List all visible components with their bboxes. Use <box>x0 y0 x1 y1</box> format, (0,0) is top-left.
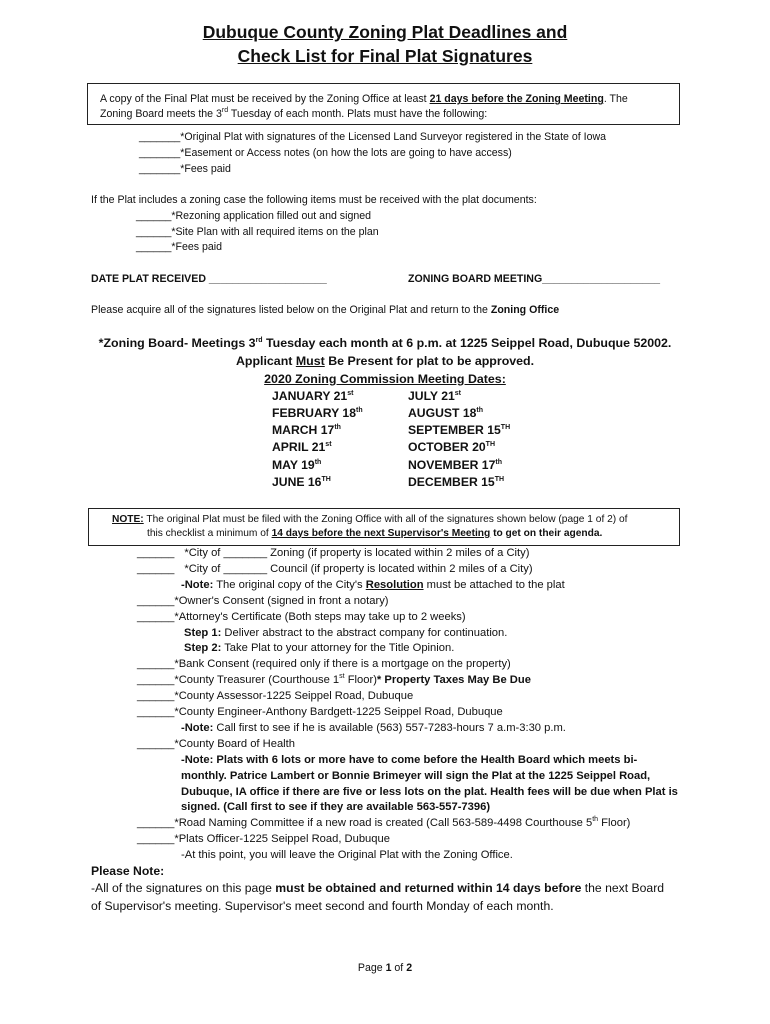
note-text: -All of the signatures on this page <box>91 881 276 895</box>
zoning-office-label: Zoning Office <box>490 304 560 316</box>
item-text: *Fees paid <box>180 163 231 175</box>
intro-text: Tuesday of each month. Plats must have the following: <box>228 108 488 120</box>
health-note-line-2: monthly. Patrice Lambert or Bonnie Brimeyer will sign the Plat at the 1225 Seippel Road, <box>181 770 651 782</box>
checkbox-blank: _______ <box>139 163 181 175</box>
item-text: *Plats Officer-1225 Seippel Road, Dubuque <box>174 833 390 845</box>
item-text: Floor) <box>598 817 631 829</box>
ordinal-suffix: TH <box>321 476 331 483</box>
checkbox-blank: ______ <box>137 738 175 750</box>
note-text: to get on their agenda. <box>490 528 603 539</box>
required-item-easement <box>139 147 512 159</box>
meeting-date-january <box>272 389 353 403</box>
meeting-date-december <box>408 475 504 489</box>
ordinal-suffix: th <box>476 407 484 414</box>
note-text: this checklist a minimum of <box>147 528 272 539</box>
meeting-text: Applicant <box>235 354 296 368</box>
meeting-text: Be Present for plat to be approved. <box>324 354 535 368</box>
checklist-city-council <box>137 563 533 575</box>
zoning-item-fees <box>136 241 222 253</box>
note-text: The original copy of the City's <box>213 579 366 591</box>
intro-line-2 <box>100 108 487 120</box>
item-text: *Bank Consent (required only if there is a mortgage on the property) <box>174 658 511 670</box>
meeting-date-april <box>272 440 332 454</box>
step-label: Step 1: <box>184 627 222 639</box>
intro-text-end: . The <box>603 93 628 105</box>
instruction-text: Please acquire all of the signatures listed below on the Original Plat and return to the <box>91 304 491 316</box>
meeting-dates-heading: 2020 Zoning Commission Meeting Dates: <box>264 372 506 386</box>
ordinal-suffix: rd <box>255 337 263 344</box>
item-text: *County Board of Health <box>174 738 295 750</box>
checkbox-blank: ______ <box>136 210 172 222</box>
checklist-road-naming <box>137 817 630 829</box>
date-text: APRIL 21 <box>272 440 326 454</box>
step-text: Take Plat to your attorney for the Title Opinion. <box>221 642 455 654</box>
document-title-line-2: Check List for Final Plat Signatures <box>237 46 533 66</box>
checkbox-blank: _______ <box>139 147 181 159</box>
acquire-signatures-instruction <box>91 304 559 316</box>
meeting-text: *Zoning Board- Meetings 3 <box>98 336 256 350</box>
item-text: *Owner's Consent (signed in front a notary) <box>174 595 389 607</box>
ordinal-suffix: TH <box>494 476 505 483</box>
date-text: MAY 19 <box>272 458 315 472</box>
item-text: Floor) <box>344 674 377 686</box>
checklist-county-assessor <box>137 690 413 702</box>
total-pages: 2 <box>406 962 413 974</box>
page-label: Page <box>357 962 386 974</box>
deadline-21-days: 21 days before the Zoning Meeting <box>429 93 604 105</box>
checklist-attorney-certificate <box>137 611 466 623</box>
item-text: *Fees paid <box>171 241 223 253</box>
item-text: *County Assessor-1225 Seippel Road, Dubuque <box>174 690 414 702</box>
item-text: *Original Plat with signatures of the Licensed Land Surveyor registered in the State of Iowa <box>180 131 607 143</box>
checkbox-blank: ______ <box>137 674 175 686</box>
note-text: the next Board <box>581 881 665 895</box>
ordinal-suffix: th <box>334 424 341 431</box>
checklist-county-treasurer <box>137 674 531 686</box>
required-item-original-plat <box>139 131 606 143</box>
checklist-step-2 <box>184 642 454 654</box>
ordinal-suffix: th <box>592 816 599 823</box>
document-title-line-1: Dubuque County Zoning Plat Deadlines and <box>202 22 568 42</box>
page-label: of <box>391 962 407 974</box>
checkbox-blank: ______ <box>137 817 175 829</box>
meeting-date-september <box>408 423 510 437</box>
checklist-engineer-note <box>181 722 566 734</box>
city-name-blank: _______ <box>223 563 268 575</box>
intro-text: A copy of the Final Plat must be received by the Zoning Office at least <box>100 93 430 105</box>
note-label: NOTE: <box>112 514 144 525</box>
item-text: *Easement or Access notes (on how the lots are going to have access) <box>180 147 512 159</box>
ordinal-suffix: st <box>454 390 461 397</box>
date-text: JUNE 16 <box>272 475 322 489</box>
date-text: JANUARY 21 <box>272 389 348 403</box>
must-emphasis: Must <box>295 354 325 368</box>
current-page: 1 <box>385 962 392 974</box>
date-text: SEPTEMBER 15 <box>408 423 501 437</box>
step-text: Deliver abstract to the abstract company for continuation. <box>221 627 508 639</box>
meeting-date-may <box>272 458 321 472</box>
ordinal-suffix: th <box>495 459 502 466</box>
intro-line-1 <box>100 93 628 105</box>
please-note-line-2: of Supervisor's meeting. Supervisor's meet second and fourth Monday of each month. <box>91 899 554 913</box>
note-text: The original Plat must be filed with the Zoning Office with all of the signatures shown below (page 1 of 2) of <box>143 514 628 525</box>
item-text: *City of <box>184 547 224 559</box>
date-text: AUGUST 18 <box>408 406 477 420</box>
ordinal-suffix: th <box>355 407 363 414</box>
item-text: *Site Plan with all required items on the plan <box>171 226 379 238</box>
ordinal-suffix: st <box>347 390 354 397</box>
item-text: Zoning (if property is located within 2 miles of a City) <box>267 547 530 559</box>
date-text: MARCH 17 <box>272 423 335 437</box>
checkbox-blank: ______ <box>137 690 175 702</box>
date-text: OCTOBER 20 <box>408 440 486 454</box>
checkbox-blank: ______ <box>137 547 175 559</box>
supervisor-meeting-deadline: 14 days before the next Supervisor's Meeting <box>271 528 491 539</box>
ordinal-suffix: rd <box>221 107 229 114</box>
zoning-item-rezoning <box>136 210 371 222</box>
meeting-date-october <box>408 440 495 454</box>
note-line-2 <box>147 528 602 539</box>
checklist-owners-consent <box>137 595 389 607</box>
page-number <box>0 962 770 974</box>
checklist-step-1 <box>184 627 507 639</box>
health-note-line-1: -Note: Plats with 6 lots or more have to come before the Health Board which meets bi- <box>181 754 638 766</box>
item-text: *County Treasurer (Courthouse 1 <box>174 674 340 686</box>
note-label: -Note: <box>181 722 214 734</box>
meeting-date-march <box>272 423 341 437</box>
required-item-fees <box>139 163 231 175</box>
meeting-date-august <box>408 406 483 420</box>
applicant-must-be-present <box>0 354 770 368</box>
checklist-final-note: -At this point, you will leave the Original Plat with the Zoning Office. <box>181 849 513 861</box>
checkbox-blank: ______ <box>137 658 175 670</box>
ordinal-suffix: th <box>314 459 322 466</box>
ordinal-suffix: TH <box>500 424 511 431</box>
note-text: must be attached to the plat <box>423 579 565 591</box>
checklist-city-zoning <box>137 547 529 559</box>
ordinal-suffix: TH <box>485 441 496 448</box>
health-note-line-4: signed. (Call first to see if they are available 563-557-7396) <box>181 801 491 813</box>
checklist-resolution-note <box>181 579 565 591</box>
checklist-county-engineer <box>137 706 503 718</box>
checklist-board-of-health <box>137 738 295 750</box>
checkbox-blank: ______ <box>137 595 175 607</box>
date-text: FEBRUARY 18 <box>272 406 356 420</box>
checkbox-blank: ______ <box>137 833 175 845</box>
checkbox-blank: ______ <box>136 241 172 253</box>
health-note-line-3: Dubuque, IA office if there are five or less lots on the plat. Health fees will be due when Plat is <box>181 786 678 798</box>
item-text: *Road Naming Committee if a new road is created (Call 563-589-4498 Courthouse 5 <box>174 817 593 829</box>
zoning-case-intro: If the Plat includes a zoning case the following items must be received with the plat documents: <box>91 194 537 206</box>
date-text: DECEMBER 15 <box>408 475 495 489</box>
note-label: -Note: <box>181 579 214 591</box>
zoning-board-meeting-info <box>0 336 770 350</box>
deadline-emphasis: must be obtained and returned within 14 days before <box>275 881 582 895</box>
meeting-text: Tuesday each month at 6 p.m. at 1225 Seippel Road, Dubuque 52002. <box>262 336 672 350</box>
step-label: Step 2: <box>184 642 222 654</box>
meeting-date-november <box>408 458 502 472</box>
item-text: *County Engineer-Anthony Bardgett-1225 Seippel Road, Dubuque <box>174 706 503 718</box>
checkbox-blank: ______ <box>137 706 175 718</box>
checkbox-blank: ______ <box>136 226 172 238</box>
date-text: JULY 21 <box>408 389 455 403</box>
city-name-blank: _______ <box>223 547 268 559</box>
meeting-date-july <box>408 389 461 403</box>
checklist-bank-consent <box>137 658 511 670</box>
note-text: Call first to see if he is available (563) 557-7283-hours 7 a.m-3:30 p.m. <box>213 722 566 734</box>
ordinal-suffix: st <box>339 673 345 680</box>
checklist-plats-officer <box>137 833 390 845</box>
date-plat-received-field[interactable]: DATE PLAT RECEIVED ____________________ <box>91 273 327 285</box>
item-text: *Rezoning application filled out and signed <box>171 210 372 222</box>
item-text: *Attorney's Certificate (Both steps may take up to 2 weeks) <box>174 611 466 623</box>
item-text: *City of <box>184 563 224 575</box>
zoning-board-meeting-field[interactable]: ZONING BOARD MEETING____________________ <box>408 273 661 285</box>
checkbox-blank: ______ <box>137 611 175 623</box>
resolution-emphasis: Resolution <box>365 579 424 591</box>
checkbox-blank: ______ <box>137 563 175 575</box>
please-note-line-1 <box>91 881 664 895</box>
meeting-date-february <box>272 406 363 420</box>
intro-text: Zoning Board meets the 3 <box>100 108 222 120</box>
checkbox-blank: _______ <box>139 131 181 143</box>
property-taxes-warning: * Property Taxes May Be Due <box>376 674 531 686</box>
ordinal-suffix: st <box>325 441 332 448</box>
item-text: Council (if property is located within 2 miles of a City) <box>267 563 533 575</box>
please-note-heading: Please Note: <box>91 864 165 878</box>
meeting-date-june <box>272 475 331 489</box>
note-line-1 <box>112 514 628 525</box>
zoning-item-site-plan <box>136 226 379 238</box>
date-text: NOVEMBER 17 <box>408 458 496 472</box>
